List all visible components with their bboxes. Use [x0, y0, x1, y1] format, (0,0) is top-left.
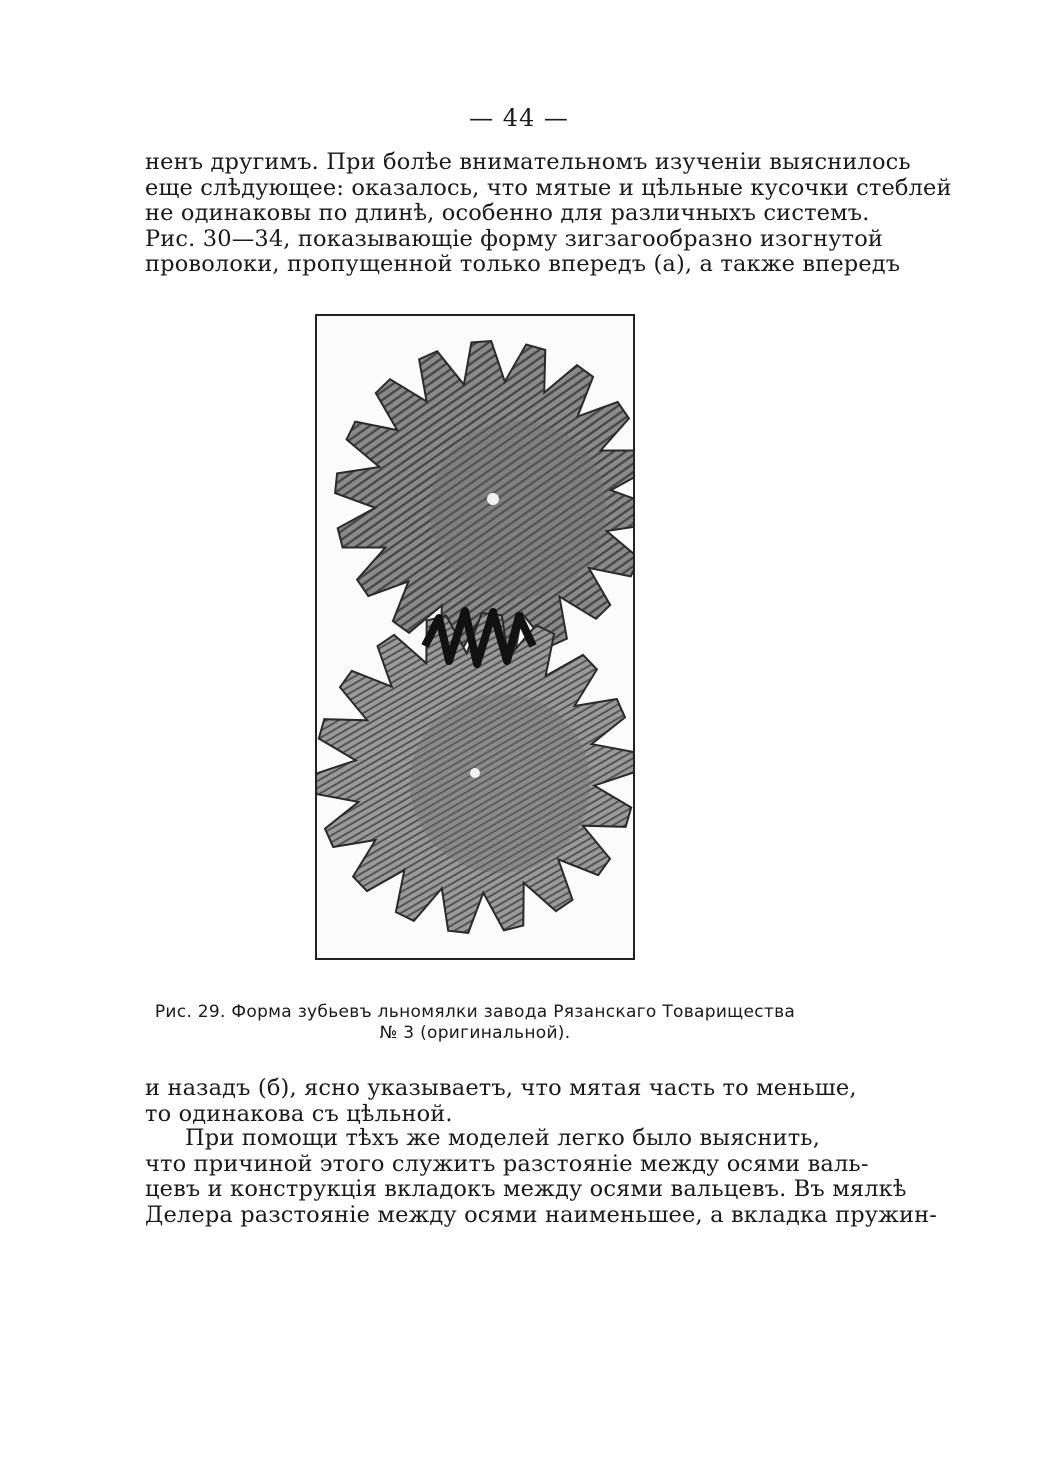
text-line: проволоки, пропущенной только впередъ (а), а также впередъ: [145, 251, 901, 277]
paragraph-2: [145, 1075, 857, 1127]
caption-line-1: Рис. 29. Форма зубьевъ льномялки завода Рязанскаго Товарищества: [154, 1002, 796, 1022]
caption-line-2: № 3 (оригинальной).: [379, 1023, 571, 1043]
page-number: — 44 —: [469, 104, 569, 132]
text-line: Делера разстояніе между осями наименьшее, а вкладка пружин-: [145, 1201, 938, 1228]
paragraph-1: [145, 149, 952, 278]
text-line: не одинаковы по длинѣ, особенно для различныхъ системъ.: [145, 200, 870, 226]
upper-gear-axle: [487, 493, 499, 505]
figure-caption: [150, 1002, 800, 1044]
upper-gear: [335, 341, 633, 657]
text-line: ненъ другимъ. При болѣе внимательномъ изученіи выяснилось: [145, 149, 911, 175]
text-line: то одинакова съ цѣльной.: [145, 1100, 453, 1127]
gear-shading: [410, 693, 590, 873]
figure-29-gears-photo: [315, 314, 635, 960]
text-line: и назадъ (б), ясно указываетъ, что мятая часть то меньше,: [145, 1075, 857, 1101]
gear-shading: [430, 421, 607, 598]
lower-gear-axle: [470, 768, 480, 778]
paragraph-3: [145, 1125, 938, 1228]
text-line: что причиной этого служитъ разстояніе между осями валь-: [145, 1150, 869, 1177]
text-line: Рис. 30—34, показывающіе форму зигзагообразно изогнутой: [145, 225, 884, 252]
gears-illustration: [317, 316, 633, 958]
text-line: цевъ и конструкція вкладокъ между осями вальцевъ. Въ мялкѣ: [145, 1176, 907, 1202]
text-line: При помощи тѣхъ же моделей легко было выяснить,: [185, 1125, 821, 1151]
text-line: еще слѣдующее: оказалось, что мятые и цѣльные кусочки стеблей: [145, 174, 952, 201]
